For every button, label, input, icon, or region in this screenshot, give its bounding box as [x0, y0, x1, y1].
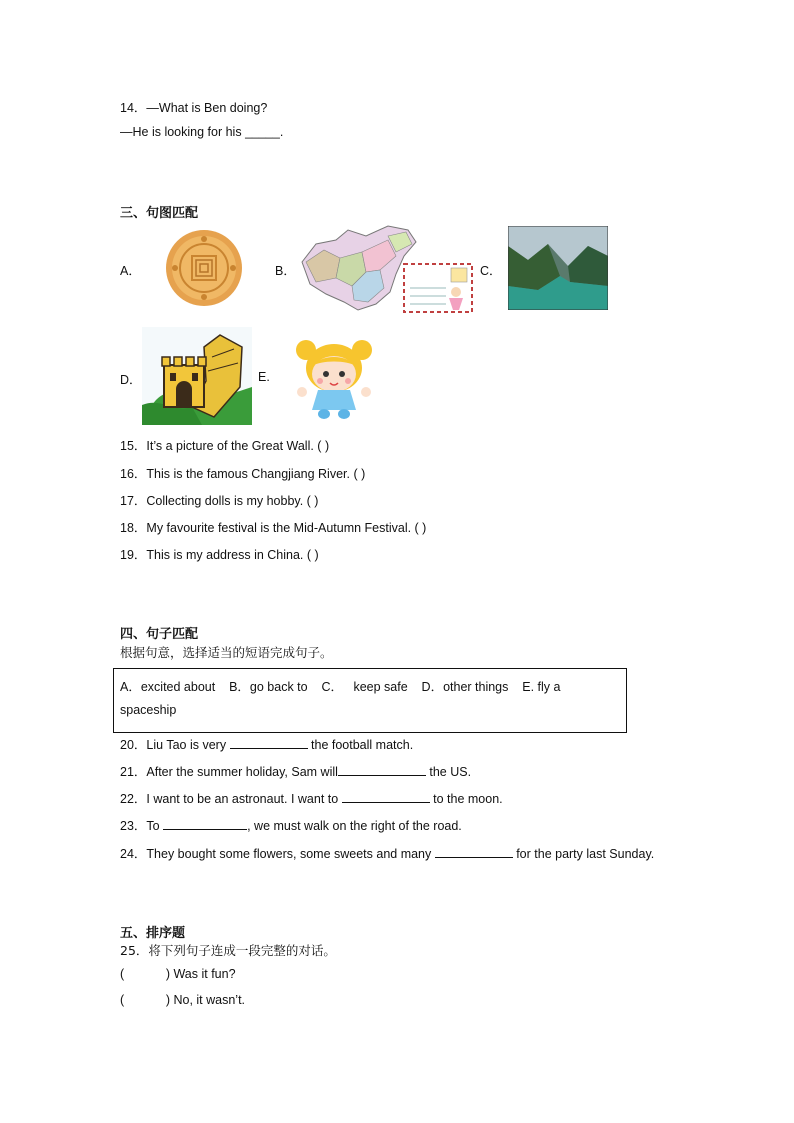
section5-instruction: 25．将下列句子连成一段完整的对话。 — [120, 943, 336, 958]
doll-picture — [292, 336, 376, 420]
label-e: E. — [258, 370, 270, 384]
q20-text: 20．Liu Tao is very — [120, 738, 230, 752]
q23-text: 23．To — [120, 819, 164, 833]
q23 — [120, 816, 462, 834]
q18: 18．My favourite festival is the Mid-Autumn Festival. ( ) — [120, 521, 427, 535]
china-map-postcard-picture — [296, 222, 474, 314]
label-a: A． — [120, 264, 141, 278]
q20-after: the football match. — [307, 738, 414, 752]
q19: 19．This is my address in China. ( ) — [120, 548, 319, 562]
label-b: B． — [275, 264, 296, 278]
q24-text: 24．They bought some flowers, some sweets and many — [120, 847, 435, 861]
q22-after: to the moon. — [429, 792, 503, 806]
q21-blank[interactable] — [338, 764, 426, 776]
q22 — [120, 789, 503, 807]
label-d: D． — [120, 373, 142, 387]
q22-blank[interactable] — [342, 791, 430, 803]
q17: 17．Collecting dolls is my hobby. ( ) — [120, 494, 319, 508]
q14-blank[interactable]: _____ — [245, 125, 280, 139]
section4-instruction: 根据句意，选择适当的短语完成句子。 — [120, 645, 333, 660]
q14-line2 — [120, 125, 283, 139]
q22-text: 22．I want to be an astronaut. I want to — [120, 792, 342, 806]
options-line1: A．excited about B．go back to C． keep safe D．other things E. fly a — [120, 680, 561, 694]
q25-item-1: ( ) Was it fun? — [120, 967, 236, 981]
q15: 15．It’s a picture of the Great Wall. ( ) — [120, 439, 330, 453]
label-c: C． — [480, 264, 502, 278]
q14-line1: 14．—What is Ben doing? — [120, 101, 268, 115]
q25-item-2: ( ) No, it wasn’t. — [120, 993, 246, 1007]
q24 — [120, 844, 654, 862]
q14-period: . — [279, 125, 284, 139]
q23-after: , we must walk on the right of the road. — [247, 819, 462, 833]
section5-title: 五、排序题 — [120, 926, 186, 941]
q24-blank[interactable] — [435, 846, 513, 858]
q20-blank[interactable] — [230, 737, 308, 749]
section4-title: 四、句子匹配 — [120, 627, 199, 642]
options-line2: spaceship — [120, 703, 177, 717]
q20 — [120, 735, 413, 753]
q21-after: the US. — [425, 765, 472, 779]
q14-text: —He is looking for his — [120, 125, 246, 139]
q21-text: 21．After the summer holiday, Sam will — [120, 765, 338, 779]
q21 — [120, 762, 471, 780]
great-wall-picture — [142, 327, 252, 425]
section3-title: 三、句图匹配 — [120, 206, 199, 221]
river-gorge-picture — [508, 226, 608, 310]
mooncake-picture — [163, 228, 246, 308]
q16: 16．This is the famous Changjiang River. ( ) — [120, 467, 366, 481]
q24-after: for the party last Sunday. — [512, 847, 655, 861]
q23-blank[interactable] — [163, 818, 247, 830]
